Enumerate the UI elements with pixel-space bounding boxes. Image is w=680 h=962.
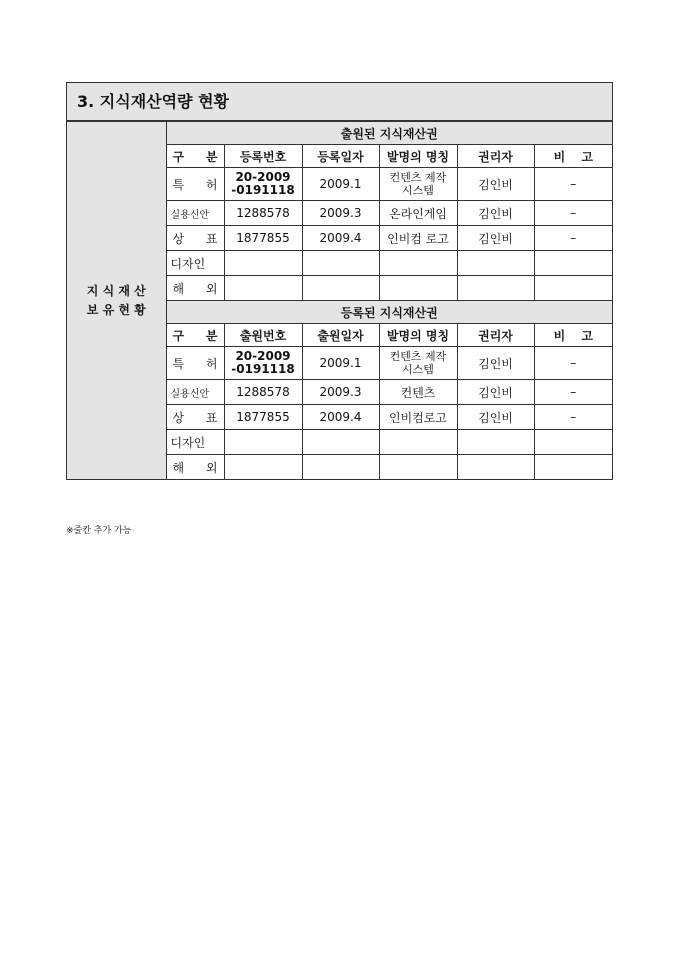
ip-status-frame [66,82,613,480]
column-header-char: 분 [205,149,218,164]
column-header: 권리자 [457,324,534,347]
category-char: 외 [205,281,218,296]
date-cell: 2009.3 [302,201,379,226]
date-cell: 2009.1 [302,347,379,380]
holder-cell: 김인비 [457,226,534,251]
note-cell [534,276,612,301]
category-cell [166,168,224,201]
note-cell [534,251,612,276]
category-label: 실용신안 [170,388,210,400]
category-label [167,280,224,297]
column-header: 권리자 [457,145,534,168]
section-title: 3. 지식재산역량 현황 [67,83,612,121]
holder-cell [457,455,534,480]
holder-cell [457,251,534,276]
note-cell [534,455,612,480]
category-label [167,409,224,426]
category-cell [166,201,224,226]
category-label [167,355,224,372]
note-cell: – [534,380,612,405]
category-cell [166,347,224,380]
number-cell: 1877855 [224,405,302,430]
column-header-char: 구 [172,328,185,343]
side-label-line2: 보 유 현 황 [86,302,146,317]
number-cell: 1877855 [224,226,302,251]
title-cell: 온라인게임 [379,201,457,226]
number-cell: 20-2009 -0191118 [224,347,302,380]
note-cell: – [534,168,612,201]
group-title-row [67,122,612,145]
holder-cell [457,430,534,455]
title-cell: 인비컴 로고 [379,226,457,251]
category-cell [166,430,224,455]
title-cell: 컨텐츠 제작 시스템 [379,347,457,380]
note-cell: – [534,347,612,380]
column-header: 등록번호 [224,145,302,168]
number-cell [224,276,302,301]
holder-cell: 김인비 [457,380,534,405]
category-cell [166,251,224,276]
title-cell [379,430,457,455]
number-cell: 1288578 [224,380,302,405]
column-header [166,145,224,168]
title-cell [379,276,457,301]
holder-cell: 김인비 [457,405,534,430]
category-cell [166,405,224,430]
holder-cell: 김인비 [457,347,534,380]
column-header: 출원번호 [224,324,302,347]
category-label [167,459,224,476]
date-cell: 2009.4 [302,226,379,251]
column-header: 발명의 명칭 [379,145,457,168]
ip-table [67,121,612,479]
category-char: 표 [205,410,218,425]
number-cell [224,455,302,480]
category-label [167,230,224,247]
date-cell [302,455,379,480]
category-cell [166,455,224,480]
column-header-label [167,148,224,165]
number-cell: 1288578 [224,201,302,226]
applied-group-title: 출원된 지식재산권 [166,122,612,145]
side-label [67,122,166,480]
column-header: 비 고 [534,324,612,347]
category-cell [166,276,224,301]
category-char: 상 [172,231,185,246]
column-header-label [167,327,224,344]
column-header-char: 구 [172,149,185,164]
category-label [167,176,224,193]
title-cell [379,251,457,276]
date-cell [302,430,379,455]
category-char: 상 [172,410,185,425]
category-label: 디자인 [170,435,206,450]
column-header-char: 분 [205,328,218,343]
category-label: 실용신안 [170,209,210,221]
category-char: 특 [172,177,185,192]
category-char: 해 [172,460,185,475]
category-char: 해 [172,281,185,296]
number-cell [224,251,302,276]
date-cell: 2009.4 [302,405,379,430]
holder-cell: 김인비 [457,201,534,226]
title-cell [379,455,457,480]
date-cell [302,251,379,276]
column-header [166,324,224,347]
title-cell: 컨텐츠 [379,380,457,405]
column-header: 등록일자 [302,145,379,168]
category-cell [166,226,224,251]
note-cell [534,430,612,455]
title-cell: 인비컴로고 [379,405,457,430]
column-header: 출원일자 [302,324,379,347]
category-char: 외 [205,460,218,475]
side-label-line1: 지 식 재 산 [86,283,146,298]
category-label: 디자인 [170,256,206,271]
column-header: 비 고 [534,145,612,168]
holder-cell [457,276,534,301]
date-cell [302,276,379,301]
registered-group-title: 등록된 지식재산권 [166,301,612,324]
note-cell: – [534,405,612,430]
holder-cell: 김인비 [457,168,534,201]
footnote: ※줄칸 추가 가능 [66,526,132,536]
date-cell: 2009.3 [302,380,379,405]
note-cell: – [534,226,612,251]
number-cell: 20-2009 -0191118 [224,168,302,201]
category-char: 표 [205,231,218,246]
category-char: 특 [172,356,185,371]
category-char: 허 [205,356,218,371]
number-cell [224,430,302,455]
category-char: 허 [205,177,218,192]
category-cell [166,380,224,405]
note-cell: – [534,201,612,226]
column-header: 발명의 명칭 [379,324,457,347]
date-cell: 2009.1 [302,168,379,201]
title-cell: 컨텐츠 제작 시스템 [379,168,457,201]
